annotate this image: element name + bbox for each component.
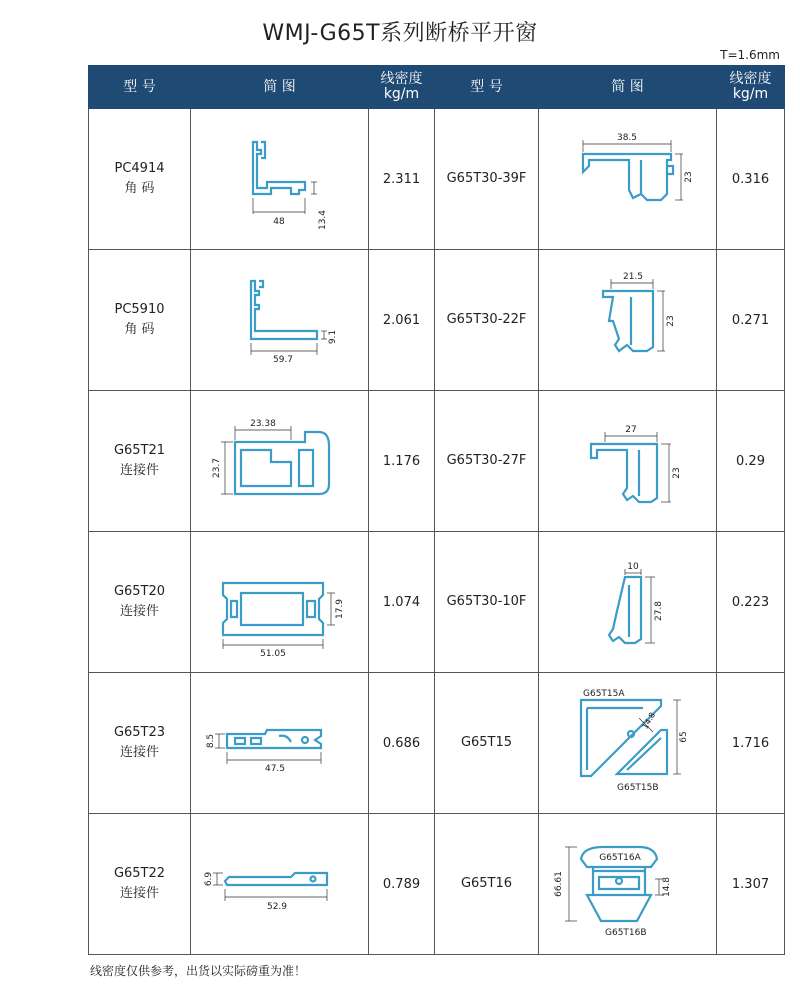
profile-diagram-g65t21: [195, 396, 365, 526]
model-type: 连接件: [119, 745, 159, 760]
model-code: G65T15: [460, 735, 513, 750]
dimension-label: 9.1: [327, 329, 338, 345]
profile-diagram-g65t20: [195, 537, 365, 667]
footnote: 线密度仅供参考，出货以实际磅重为准！: [90, 964, 307, 978]
header-density: [369, 66, 435, 109]
model-code: G65T22: [113, 866, 166, 881]
dimension-label: 8.5: [205, 733, 216, 749]
dimension-label: 23: [671, 467, 682, 479]
model-cell: [89, 109, 191, 250]
model-code: G65T21: [113, 443, 166, 458]
table-row: [89, 250, 785, 391]
model-code: G65T30-22F: [446, 312, 527, 327]
header-model: 型 号: [89, 66, 191, 109]
model-cell: [435, 532, 539, 673]
dimension-label: 21.5: [622, 272, 643, 282]
dimension-label: 51.05: [259, 649, 286, 659]
profile-diagram-g65t30-22f: [543, 255, 713, 385]
diagram-cell: [539, 250, 717, 391]
table-row: [89, 532, 785, 673]
density-value: 0.316: [717, 109, 785, 250]
dimension-label: 23.7: [211, 457, 222, 479]
table-row: [89, 391, 785, 532]
profile-part-label: G65T15A: [582, 689, 625, 699]
dimension-label: 66.61: [553, 871, 564, 897]
model-code: PC5910: [114, 302, 165, 317]
model-cell: [435, 250, 539, 391]
diagram-cell: [539, 391, 717, 532]
model-code: G65T20: [113, 584, 166, 599]
model-cell: [435, 814, 539, 955]
diagram-cell: [191, 109, 369, 250]
dimension-label: 10: [626, 562, 639, 572]
model-cell: [89, 532, 191, 673]
dimension-label: 14.8: [639, 710, 657, 731]
model-cell: [89, 814, 191, 955]
model-code: G65T23: [113, 725, 166, 740]
dimension-label: 23: [683, 171, 694, 183]
dimension-label: 27.8: [653, 600, 664, 622]
dimension-label: 6.9: [203, 871, 214, 887]
model-code: PC4914: [114, 161, 165, 176]
dimension-label: 13.4: [317, 209, 328, 231]
dimension-label: 38.5: [616, 133, 637, 143]
dimension-label: 65: [678, 731, 689, 743]
density-value: 0.223: [717, 532, 785, 673]
model-type: 连接件: [119, 463, 159, 478]
profile-spec-table: [88, 65, 785, 955]
density-value: 1.176: [369, 391, 435, 532]
profile-diagram-g65t30-27f: [543, 396, 713, 526]
table-row: [89, 673, 785, 814]
dimension-label: 59.7: [272, 355, 293, 365]
density-value: 1.716: [717, 673, 785, 814]
diagram-cell: [191, 532, 369, 673]
dimension-label: 23.38: [249, 419, 276, 429]
dimension-label: 23: [665, 315, 676, 327]
page-title: WMJ-G65T系列断桥平开窗: [262, 21, 538, 46]
dimension-label: 47.5: [264, 764, 285, 774]
profile-diagram-g65t23: [195, 678, 365, 808]
diagram-cell: [191, 814, 369, 955]
model-cell: [435, 673, 539, 814]
header-density-2: [717, 66, 785, 109]
header-density-label: 线密度: [729, 71, 772, 88]
model-cell: [435, 391, 539, 532]
dimension-label: 17.9: [334, 598, 345, 620]
model-cell: [89, 391, 191, 532]
model-code: G65T30-27F: [446, 453, 527, 468]
header-density-label: 线密度: [380, 71, 423, 88]
model-type: 角 码: [124, 322, 155, 337]
density-value: 2.311: [369, 109, 435, 250]
diagram-cell: [539, 673, 717, 814]
model-code: G65T30-10F: [446, 594, 527, 609]
density-value: 0.29: [717, 391, 785, 532]
model-cell: [89, 673, 191, 814]
diagram-cell: [539, 814, 717, 955]
header-density-unit: kg/m: [383, 86, 420, 102]
dimension-label: 48: [272, 217, 285, 227]
diagram-cell: [191, 250, 369, 391]
profile-diagram-g65t16: [543, 819, 713, 949]
diagram-cell: [539, 532, 717, 673]
profile-diagram-g65t30-39f: [543, 114, 713, 244]
table-header-row: [89, 66, 785, 109]
model-code: G65T16: [460, 876, 513, 891]
header-diagram-2: 简 图: [539, 66, 717, 109]
profile-diagram-pc4914: [195, 114, 365, 244]
table-row: [89, 814, 785, 955]
profile-diagram-pc5910: [195, 255, 365, 385]
density-value: 0.271: [717, 250, 785, 391]
diagram-cell: [539, 109, 717, 250]
density-value: 1.307: [717, 814, 785, 955]
model-cell: [89, 250, 191, 391]
density-value: 0.686: [369, 673, 435, 814]
profile-part-label: G65T15B: [616, 783, 659, 793]
dimension-label: 27: [624, 425, 637, 435]
header-diagram: 简 图: [191, 66, 369, 109]
model-type: 角 码: [124, 181, 155, 196]
profile-part-label: G65T16A: [598, 853, 641, 863]
profile-diagram-g65t15: [543, 678, 713, 808]
model-code: G65T30-39F: [446, 171, 527, 186]
model-cell: [435, 109, 539, 250]
density-value: 2.061: [369, 250, 435, 391]
diagram-cell: [191, 673, 369, 814]
header-density-unit: kg/m: [732, 86, 769, 102]
table-row: [89, 109, 785, 250]
dimension-label: 14.8: [661, 876, 672, 898]
wall-thickness-note: T=1.6mm: [720, 48, 780, 62]
model-type: 连接件: [119, 604, 159, 619]
dimension-label: 52.9: [266, 902, 287, 912]
diagram-cell: [191, 391, 369, 532]
profile-part-label: G65T16B: [604, 928, 647, 938]
density-value: 1.074: [369, 532, 435, 673]
profile-diagram-g65t30-10f: [543, 537, 713, 667]
header-model-2: 型 号: [435, 66, 539, 109]
density-value: 0.789: [369, 814, 435, 955]
model-type: 连接件: [119, 886, 159, 901]
profile-diagram-g65t22: [195, 819, 365, 949]
